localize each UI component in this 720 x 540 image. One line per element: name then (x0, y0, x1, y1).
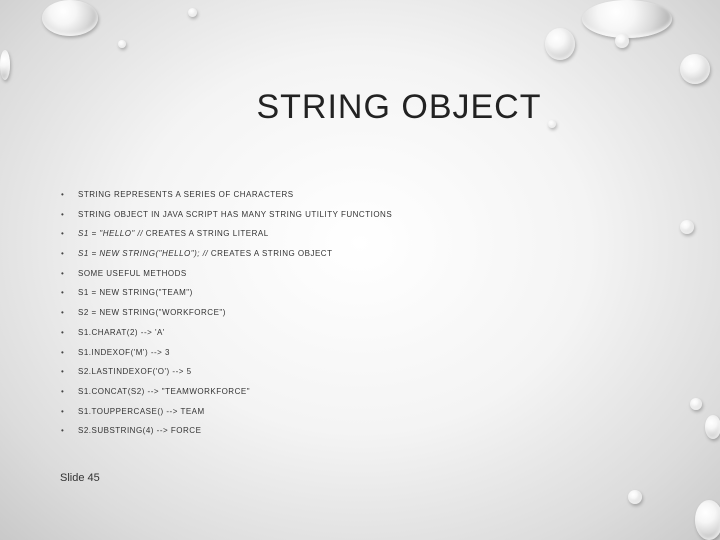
water-drop-icon (680, 54, 710, 84)
bullet-item (58, 244, 678, 264)
water-drop-icon (690, 398, 702, 410)
bullet-text: S1.INDEXOF('M') --> 3 (78, 347, 171, 357)
bullet-text: CREATES A STRING LITERAL (142, 229, 269, 239)
bullet-item (58, 303, 678, 323)
bullet-dot-icon: • (61, 209, 65, 219)
bullet-text: S1.CHARAT(2) --> 'A' (78, 327, 165, 337)
bullet-dot-icon: • (61, 327, 65, 337)
water-drop-icon (695, 500, 720, 540)
bullet-dot-icon: • (61, 426, 65, 436)
bullet-list (58, 185, 678, 441)
bullet-item (58, 323, 678, 343)
bullet-text: S1.CONCAT(S2) --> "TEAMWORKFORCE" (78, 386, 251, 396)
bullet-dot-icon: • (61, 406, 65, 416)
bullet-text: S2 = NEW STRING("WORKFORCE") (78, 308, 226, 318)
bullet-dot-icon: • (61, 308, 65, 318)
water-drop-icon (705, 415, 720, 439)
water-drop-icon (42, 0, 98, 36)
bullet-dot-icon: • (61, 249, 65, 259)
code-snippet: S1 = "HELLO" // (78, 229, 143, 239)
bullet-text: S1.TOUPPERCASE() --> TEAM (78, 406, 205, 416)
water-drop-icon (628, 490, 642, 504)
slide-number: Slide 45 (60, 472, 100, 484)
bullet-item (58, 224, 678, 244)
bullet-dot-icon: • (61, 229, 65, 239)
bullet-dot-icon: • (61, 288, 65, 298)
bullet-item (58, 283, 678, 303)
bullet-text: STRING OBJECT IN JAVA SCRIPT HAS MANY STRING UTILITY FUNCTIONS (78, 209, 393, 219)
code-snippet: S1 = NEW STRING("HELLO"); // (78, 249, 209, 259)
bullet-item (58, 185, 678, 205)
water-drop-icon (582, 0, 672, 38)
water-drop-icon (545, 28, 575, 60)
bullet-item (58, 343, 678, 363)
slide-title: STRING OBJECT (256, 88, 542, 126)
bullet-item (58, 264, 678, 284)
water-drop-icon (118, 40, 126, 48)
bullet-text: STRING REPRESENTS A SERIES OF CHARACTERS (78, 190, 294, 199)
bullet-item (58, 205, 678, 225)
bullet-dot-icon: • (61, 367, 65, 377)
bullet-item (58, 382, 678, 402)
water-drop-icon (0, 50, 10, 80)
bullet-text: SOME USEFUL METHODS (78, 268, 187, 278)
bullet-dot-icon: • (61, 268, 65, 278)
bullet-item (58, 421, 678, 441)
bullet-dot-icon: • (61, 347, 65, 357)
bullet-item (58, 362, 678, 382)
bullet-dot-icon: • (61, 386, 65, 396)
bullet-text: CREATES A STRING OBJECT (208, 249, 333, 259)
bullet-dot-icon: • (61, 190, 65, 199)
water-drop-icon (680, 220, 694, 234)
bullet-item (58, 402, 678, 422)
water-drop-icon (188, 8, 197, 17)
water-drop-icon (615, 34, 629, 48)
bullet-text: S1 = NEW STRING("TEAM") (78, 288, 193, 298)
bullet-text: S2.LASTINDEXOF('O') --> 5 (78, 367, 192, 377)
bullet-text: S2.SUBSTRING(4) --> FORCE (78, 426, 202, 436)
